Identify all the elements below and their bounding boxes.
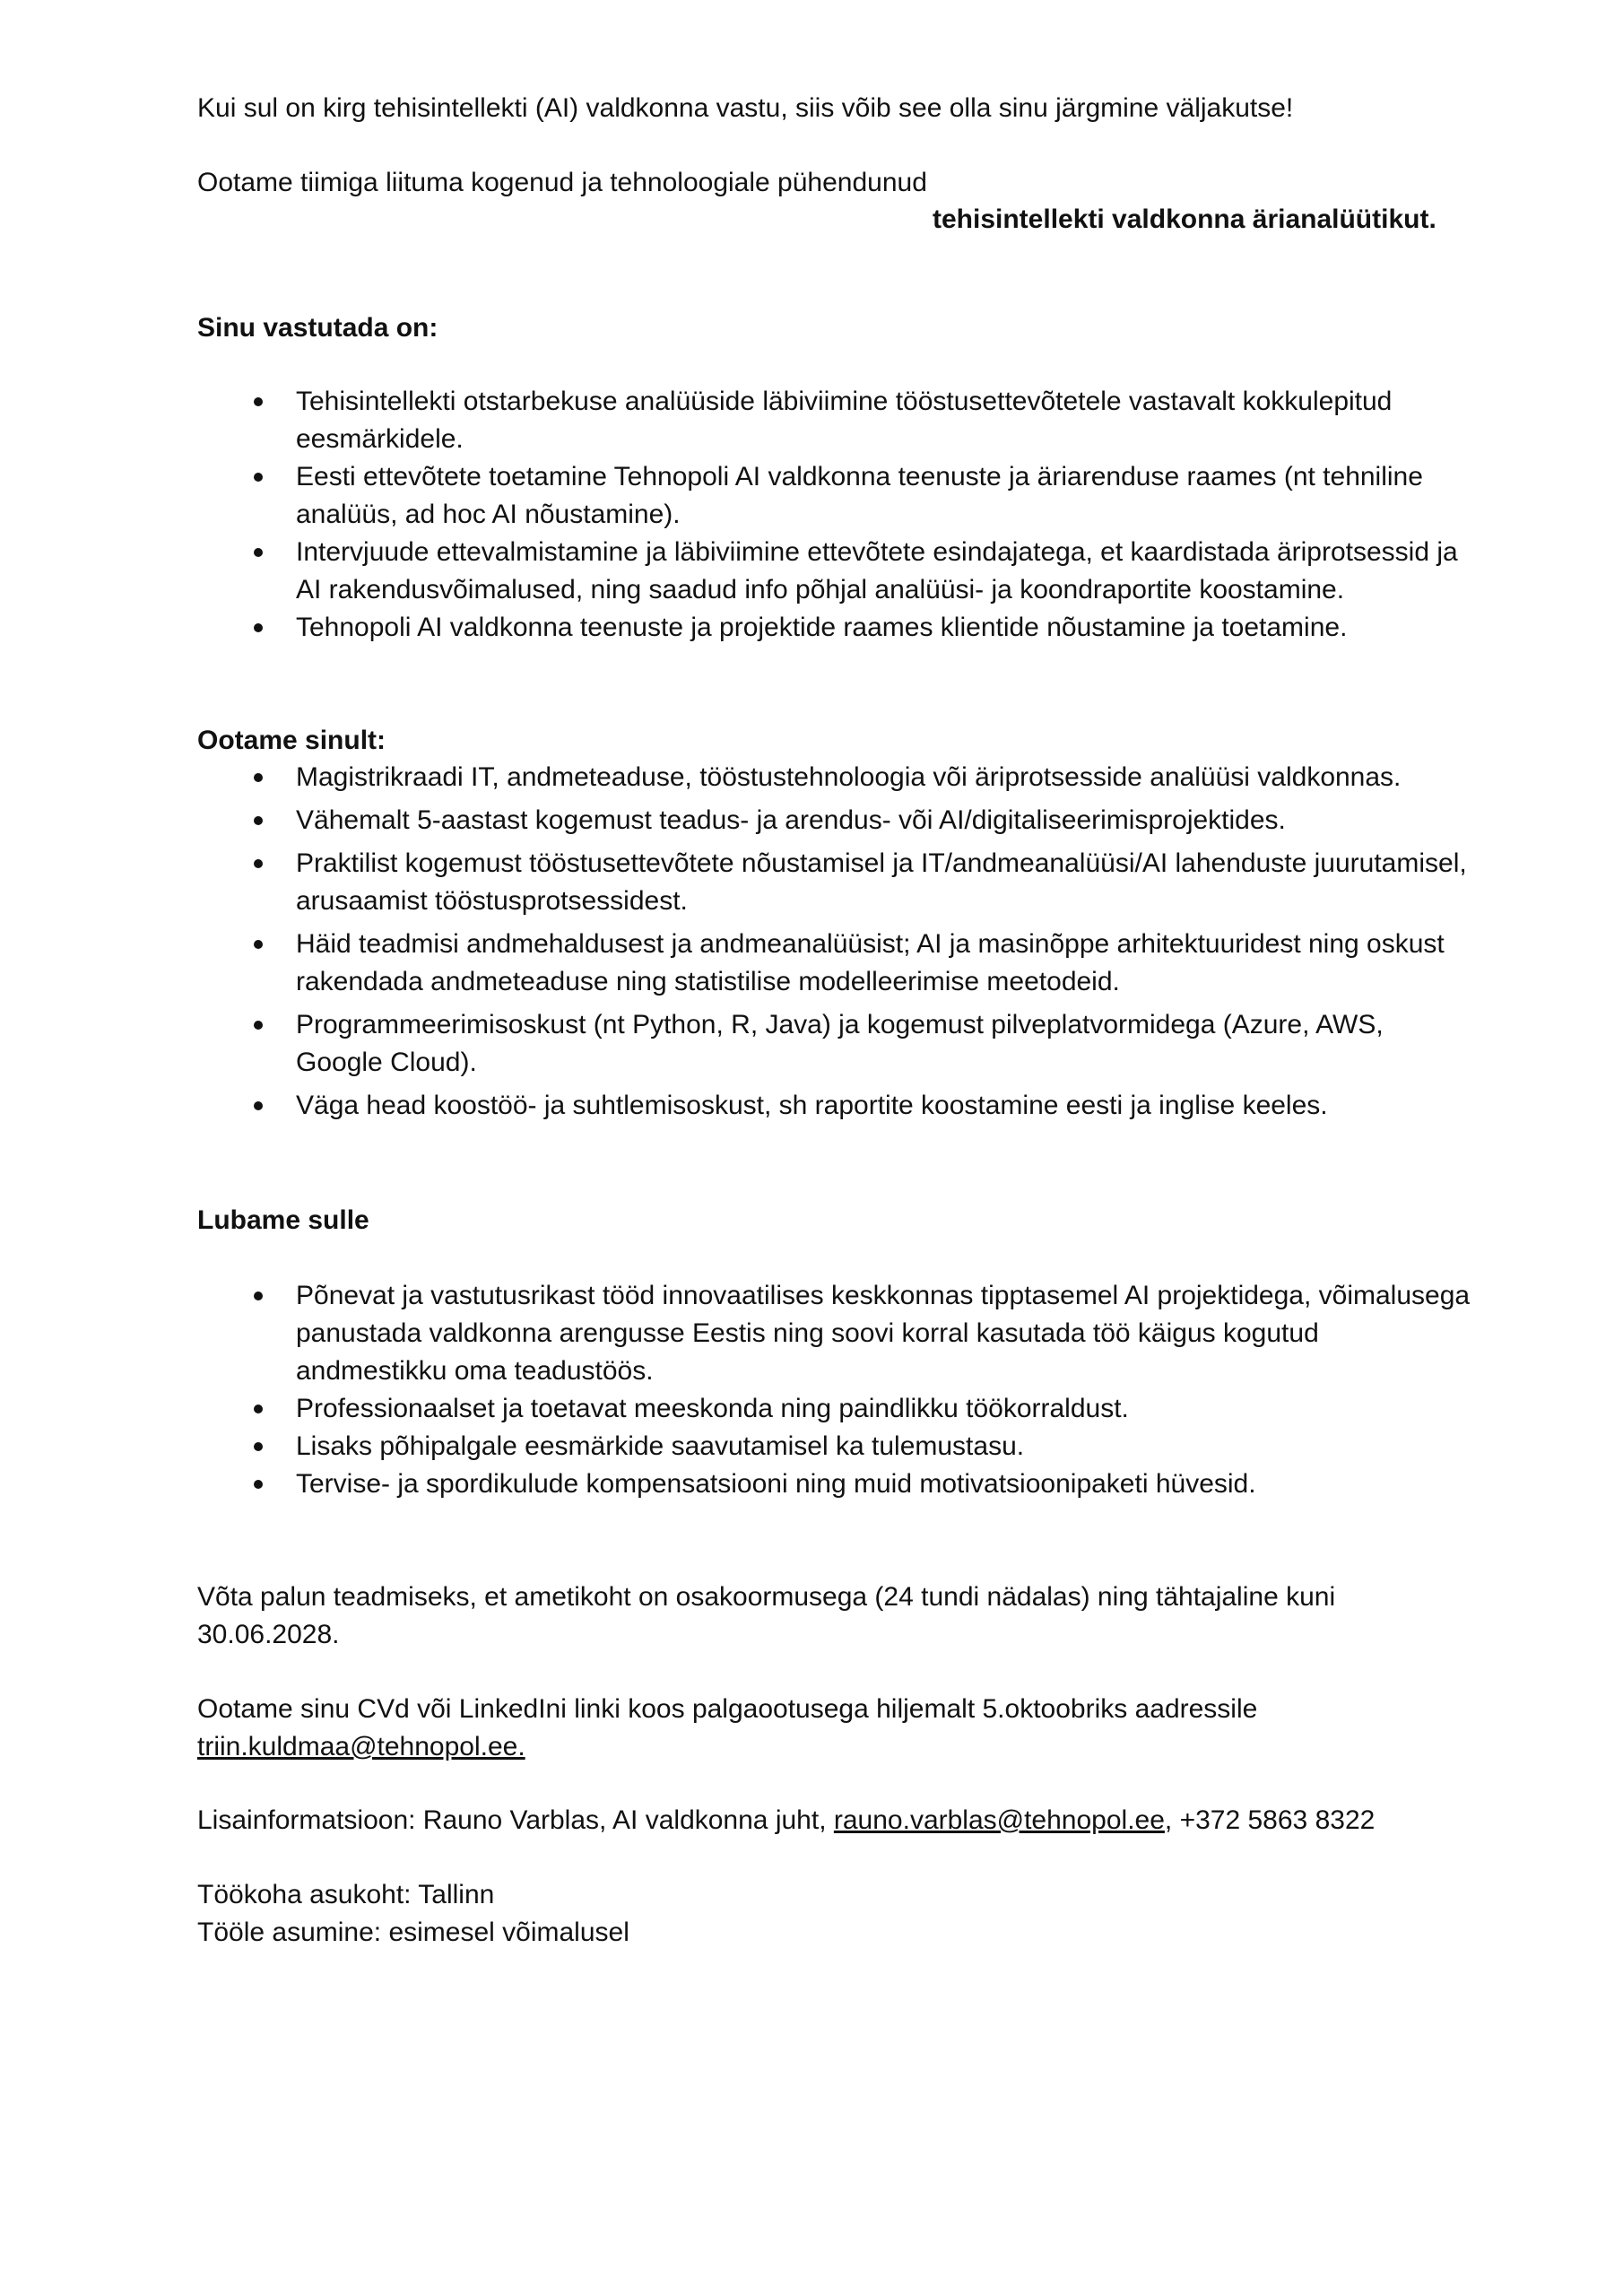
list-item: Tehisintellekti otstarbekuse analüüside läbiviimine tööstusettevõtetele vastavalt kokkulepitud eesmärkidele.	[254, 383, 1473, 458]
list-item: Eesti ettevõtete toetamine Tehnopoli AI valdkonna teenuste ja äriarenduse raames (nt tehniline analüüs, ad hoc AI nõustamine).	[254, 458, 1473, 534]
list-item: Intervjuude ettevalmistamine ja läbiviimine ettevõtete esindajatega, et kaardistada äriprotsessid ja AI rakendusvõimalused, ning saadud info põhjal analüüsi- ja koondraportite koostamine.	[254, 534, 1473, 609]
responsibilities-list	[254, 383, 1473, 647]
location-line: Töökoha asukoht: Tallinn	[197, 1880, 495, 1909]
list-item: Tehnopoli AI valdkonna teenuste ja projektide raames klientide nõustamine ja toetamine.	[254, 609, 1473, 647]
list-item: Põnevat ja vastutusrikast tööd innovaatilises keskkonnas tipptasemel AI projektidega, võimalusega panustada valdkonna arengusse Eestis ning soovi korral kasutada töö käigus kogutud andmestikku oma teadustöös.	[254, 1277, 1473, 1390]
notice-line: Võta palun teadmiseks, et ametikoht on osakoormusega (24 tundi nädalas) ning tähtajaline kuni	[197, 1582, 1336, 1612]
list-item: Lisaks põhipalgale eesmärkide saavutamisel ka tulemustasu.	[254, 1428, 1473, 1465]
contact-prefix: Lisainformatsioon: Rauno Varblas, AI valdkonna juht,	[197, 1805, 834, 1835]
offer-list	[254, 1277, 1473, 1503]
requirements-list	[254, 759, 1473, 1130]
list-item: Professionaalset ja toetavat meeskonda ning paindlikku töökorraldust.	[254, 1390, 1473, 1428]
intro-invite-line: Ootame tiimiga liituma kogenud ja tehnoloogiale pühendunud	[197, 168, 927, 197]
offer-heading: Lubame sulle	[197, 1205, 369, 1235]
notice-date: 30.06.2028.	[197, 1620, 340, 1649]
apply-email-link[interactable]: triin.kuldmaa@tehnopol.ee.	[197, 1732, 525, 1761]
contact-line	[197, 1802, 1375, 1839]
apply-line: Ootame sinu CVd või LinkedIni linki koos palgaootusega hiljemalt 5.oktoobriks aadressile	[197, 1694, 1258, 1724]
list-item: Häid teadmisi andmehaldusest ja andmeanalüüsist; AI ja masinõppe arhitektuuridest ning oskust rakendada andmeteaduse ning statistilise modelleerimise meetodeid.	[254, 926, 1473, 1001]
intro-line: Kui sul on kirg tehisintellekti (AI) valdkonna vastu, siis võib see olla sinu järgmine väljakutse!	[197, 93, 1294, 123]
list-item: Tervise- ja spordikulude kompensatsiooni ning muid motivatsioonipaketi hüvesid.	[254, 1465, 1473, 1503]
list-item: Väga head koostöö- ja suhtlemisoskust, sh raportite koostamine eesti ja inglise keeles.	[254, 1087, 1473, 1125]
contact-phone: , +372 5863 8322	[1164, 1805, 1376, 1835]
list-item: Vähemalt 5-aastast kogemust teadus- ja arendus- või AI/digitaliseerimisprojektides.	[254, 802, 1473, 839]
contact-email-link[interactable]: rauno.varblas@tehnopol.ee	[833, 1805, 1165, 1835]
position-title: tehisintellekti valdkonna ärianalüütikut.	[933, 204, 1436, 234]
requirements-heading: Ootame sinult:	[197, 726, 386, 755]
list-item: Magistrikraadi IT, andmeteaduse, tööstustehnoloogia või äriprotsesside analüüsi valdkonnas.	[254, 759, 1473, 796]
list-item: Programmeerimisoskust (nt Python, R, Java) ja kogemust pilveplatvormidega (Azure, AWS, Google Cloud).	[254, 1006, 1473, 1082]
responsibilities-heading: Sinu vastutada on:	[197, 313, 438, 343]
apply-email-line	[197, 1728, 525, 1766]
start-line: Tööle asumine: esimesel võimalusel	[197, 1918, 629, 1947]
list-item: Praktilist kogemust tööstusettevõtete nõustamisel ja IT/andmeanalüüsi/AI lahenduste juurutamisel, arusaamist tööstusprotsessidest.	[254, 845, 1473, 920]
